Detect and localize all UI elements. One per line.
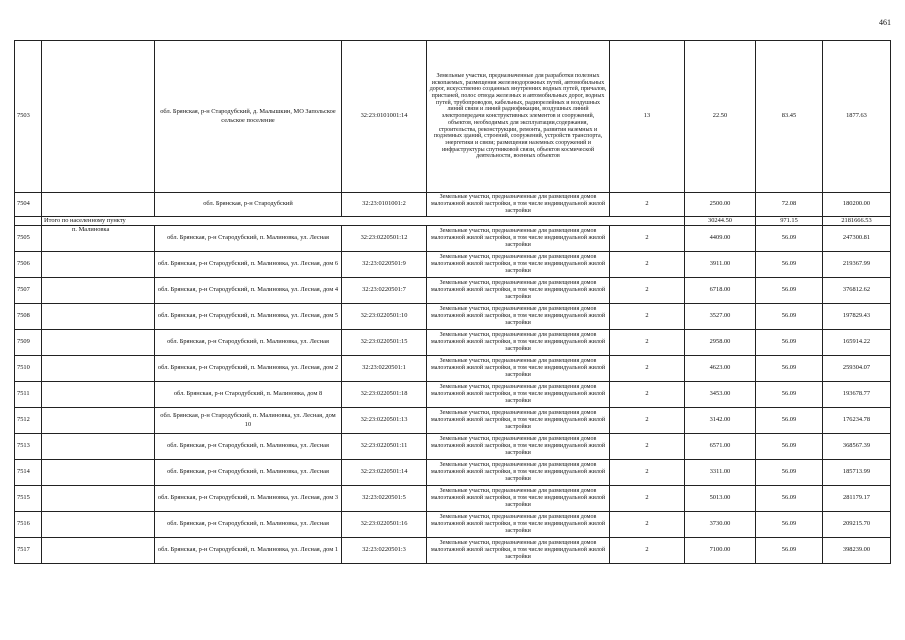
row-number: 7510: [15, 356, 42, 382]
use-code-cell: 2: [610, 278, 685, 304]
cadastral-number-cell: 32:23:0220501:3: [342, 538, 427, 564]
rate-cell: 83.45: [756, 41, 823, 193]
land-use-cell: Земельные участки, предназначенные для размещения домов малоэтажной жилой застройки, в том числе индивидуальной жилой застройки: [427, 356, 610, 382]
cadastral-number-cell: 32:23:0101001:14: [342, 41, 427, 193]
locality-cell: [42, 538, 155, 564]
locality-cell: [42, 304, 155, 330]
table-row: [15, 330, 891, 356]
area-cell: 3911.00: [685, 252, 756, 278]
address-cell: обл. Брянская, р-н Стародубский, п. Малиновка, ул. Лесная: [155, 460, 342, 486]
value-cell: 376812.62: [823, 278, 891, 304]
row-number: 7503: [15, 41, 42, 193]
land-use-cell: Земельные участки, предназначенные для размещения домов малоэтажной жилой застройки, в том числе индивидуальной жилой застройки: [427, 486, 610, 512]
table-row: [15, 460, 891, 486]
cadastral-number-cell: 32:23:0220501:1: [342, 356, 427, 382]
row-number: 7507: [15, 278, 42, 304]
locality-cell: [42, 434, 155, 460]
use-code-cell: 2: [610, 538, 685, 564]
use-code-cell: 2: [610, 330, 685, 356]
cadastral-number-cell: 32:23:0220501:5: [342, 486, 427, 512]
row-number: 7504: [15, 193, 42, 217]
table-row: [15, 193, 891, 217]
area-cell: 2958.00: [685, 330, 756, 356]
total-area: 30244.50: [685, 217, 756, 226]
address-cell: обл. Брянская, р-н Стародубский, п. Малиновка, ул. Лесная, дом 2: [155, 356, 342, 382]
row-number: 7512: [15, 408, 42, 434]
address-cell: обл. Брянская, р-н Стародубский, п. Малиновка, дом 8: [155, 382, 342, 408]
use-code-cell: 13: [610, 41, 685, 193]
area-cell: 3311.00: [685, 460, 756, 486]
total-rate: 971.15: [756, 217, 823, 226]
cadastral-number-cell: 32:23:0220501:11: [342, 434, 427, 460]
cadastral-number-cell: 32:23:0220501:12: [342, 226, 427, 252]
value-cell: 185713.99: [823, 460, 891, 486]
cadastral-number-cell: 32:23:0220501:16: [342, 512, 427, 538]
total-value: 2181666.53: [823, 217, 891, 226]
table-row: [15, 252, 891, 278]
value-cell: 398239.00: [823, 538, 891, 564]
value-cell: 165914.22: [823, 330, 891, 356]
row-number: 7513: [15, 434, 42, 460]
table-row: [15, 226, 891, 252]
address-cell: обл. Брянская, р-н Стародубский, п. Малиновка, ул. Лесная, дом 4: [155, 278, 342, 304]
value-cell: 209215.70: [823, 512, 891, 538]
table-row: [15, 304, 891, 330]
use-code-cell: 2: [610, 486, 685, 512]
land-use-cell: Земельные участки, предназначенные для размещения домов малоэтажной жилой застройки, в том числе индивидуальной жилой застройки: [427, 538, 610, 564]
address-cell: обл. Брянская, р-н Стародубский, д. Малышкин, МО Запольское сельское поселение: [155, 41, 342, 193]
use-code-cell: 2: [610, 382, 685, 408]
rate-cell: 56.09: [756, 356, 823, 382]
row-number: 7509: [15, 330, 42, 356]
area-cell: 7100.00: [685, 538, 756, 564]
value-cell: 197829.43: [823, 304, 891, 330]
land-use-cell: Земельные участки, предназначенные для разработки полезных ископаемых, размещения железнодорожных путей, автомобильных дорог, искусственно созданных внутренних водных путей, причалов, пристаней, полос отвода железных и автомобильных дорог, водных путей, трубопроводов, кабельных, радиорелейных и воздушных линий связи и линий радиофикации, воздушных линий электропередачи конструктивных элементов и сооружений, объектов, необходимых для эксплуатации,содержания, строительства, реконструкции, ремонта, развития наземных и подземных зданий, строений, сооружений, устройств транспорта, энергетики и связи; размещения наземных сооружений и инфраструктуры спутниковой связи, объектов космической деятельности, военных объектов: [427, 41, 610, 193]
use-code-cell: 2: [610, 304, 685, 330]
address-cell: обл. Брянская, р-н Стародубский: [155, 193, 342, 217]
rate-cell: 56.09: [756, 330, 823, 356]
land-use-cell: Земельные участки, предназначенные для размещения домов малоэтажной жилой застройки, в том числе индивидуальной жилой застройки: [427, 226, 610, 252]
land-use-cell: Земельные участки, предназначенные для размещения домов малоэтажной жилой застройки, в том числе индивидуальной жилой застройки: [427, 278, 610, 304]
cadastral-number-cell: 32:23:0220501:7: [342, 278, 427, 304]
land-use-cell: Земельные участки, предназначенные для размещения домов малоэтажной жилой застройки, в том числе индивидуальной жилой застройки: [427, 434, 610, 460]
area-cell: 6718.00: [685, 278, 756, 304]
address-cell: обл. Брянская, р-н Стародубский, п. Малиновка, ул. Лесная, дом 1: [155, 538, 342, 564]
address-cell: обл. Брянская, р-н Стародубский, п. Малиновка, ул. Лесная, дом 3: [155, 486, 342, 512]
rate-cell: 56.09: [756, 278, 823, 304]
row-number: 7516: [15, 512, 42, 538]
area-cell: 5013.00: [685, 486, 756, 512]
use-code-cell: 2: [610, 193, 685, 217]
rate-cell: 56.09: [756, 486, 823, 512]
table-row: [15, 382, 891, 408]
use-code-cell: 2: [610, 252, 685, 278]
use-code-cell: 2: [610, 460, 685, 486]
rate-cell: 72.08: [756, 193, 823, 217]
value-cell: 247300.81: [823, 226, 891, 252]
rate-cell: 56.09: [756, 460, 823, 486]
value-cell: 219367.99: [823, 252, 891, 278]
locality-total-row: [15, 217, 891, 226]
locality-cell: [42, 408, 155, 434]
cadastral-number-cell: 32:23:0220501:18: [342, 382, 427, 408]
cadastral-number-cell: 32:23:0220501:13: [342, 408, 427, 434]
table-row: [15, 278, 891, 304]
locality-cell: [42, 356, 155, 382]
use-code-cell: 2: [610, 356, 685, 382]
rate-cell: 56.09: [756, 408, 823, 434]
use-code-cell: 2: [610, 226, 685, 252]
rate-cell: 56.09: [756, 538, 823, 564]
area-cell: 3527.00: [685, 304, 756, 330]
row-number: 7505: [15, 226, 42, 252]
empty-cell: [15, 217, 42, 226]
page-number: 461: [879, 18, 891, 27]
use-code-cell: 2: [610, 512, 685, 538]
locality-cell: [42, 330, 155, 356]
locality-cell: [42, 512, 155, 538]
row-number: 7515: [15, 486, 42, 512]
table-row: [15, 41, 891, 193]
area-cell: 4623.00: [685, 356, 756, 382]
address-cell: обл. Брянская, р-н Стародубский, п. Малиновка, ул. Лесная, дом 5: [155, 304, 342, 330]
area-cell: 3730.00: [685, 512, 756, 538]
total-label: Итого по населенному пункту: [42, 217, 685, 226]
rate-cell: 56.09: [756, 304, 823, 330]
land-use-cell: Земельные участки, предназначенные для размещения домов малоэтажной жилой застройки, в том числе индивидуальной жилой застройки: [427, 193, 610, 217]
cadastral-number-cell: 32:23:0220501:10: [342, 304, 427, 330]
land-use-cell: Земельные участки, предназначенные для размещения домов малоэтажной жилой застройки, в том числе индивидуальной жилой застройки: [427, 330, 610, 356]
land-use-cell: Земельные участки, предназначенные для размещения домов малоэтажной жилой застройки, в том числе индивидуальной жилой застройки: [427, 304, 610, 330]
use-code-cell: 2: [610, 434, 685, 460]
value-cell: 281179.17: [823, 486, 891, 512]
row-number: 7514: [15, 460, 42, 486]
area-cell: 3453.00: [685, 382, 756, 408]
land-use-cell: Земельные участки, предназначенные для размещения домов малоэтажной жилой застройки, в том числе индивидуальной жилой застройки: [427, 512, 610, 538]
cadastral-number-cell: 32:23:0220501:14: [342, 460, 427, 486]
locality-cell: [42, 278, 155, 304]
row-number: 7508: [15, 304, 42, 330]
row-number: 7506: [15, 252, 42, 278]
land-use-cell: Земельные участки, предназначенные для размещения домов малоэтажной жилой застройки, в том числе индивидуальной жилой застройки: [427, 382, 610, 408]
address-cell: обл. Брянская, р-н Стародубский, п. Малиновка, ул. Лесная: [155, 434, 342, 460]
land-use-cell: Земельные участки, предназначенные для размещения домов малоэтажной жилой застройки, в том числе индивидуальной жилой застройки: [427, 460, 610, 486]
value-cell: 368567.39: [823, 434, 891, 460]
address-cell: обл. Брянская, р-н Стародубский, п. Малиновка, ул. Лесная: [155, 330, 342, 356]
area-cell: 3142.00: [685, 408, 756, 434]
rate-cell: 56.09: [756, 226, 823, 252]
locality-cell: [42, 460, 155, 486]
cadastral-value-table: [14, 40, 891, 564]
land-use-cell: Земельные участки, предназначенные для размещения домов малоэтажной жилой застройки, в том числе индивидуальной жилой застройки: [427, 408, 610, 434]
table-row: [15, 356, 891, 382]
rate-cell: 56.09: [756, 382, 823, 408]
table-row: [15, 512, 891, 538]
table-row: [15, 486, 891, 512]
rate-cell: 56.09: [756, 252, 823, 278]
land-use-cell: Земельные участки, предназначенные для размещения домов малоэтажной жилой застройки, в том числе индивидуальной жилой застройки: [427, 252, 610, 278]
locality-name: п. Малиновка: [42, 226, 155, 252]
table-row: [15, 538, 891, 564]
row-number: 7517: [15, 538, 42, 564]
area-cell: 2500.00: [685, 193, 756, 217]
cadastral-number-cell: 32:23:0220501:15: [342, 330, 427, 356]
area-cell: 6571.00: [685, 434, 756, 460]
locality-cell: [42, 486, 155, 512]
row-number: 7511: [15, 382, 42, 408]
address-cell: обл. Брянская, р-н Стародубский, п. Малиновка, ул. Лесная, дом 6: [155, 252, 342, 278]
locality-cell: [42, 252, 155, 278]
locality-rows: [15, 226, 891, 564]
address-cell: обл. Брянская, р-н Стародубский, п. Малиновка, ул. Лесная: [155, 226, 342, 252]
value-cell: 259304.07: [823, 356, 891, 382]
value-cell: 180200.00: [823, 193, 891, 217]
area-cell: 4409.00: [685, 226, 756, 252]
locality-cell: [42, 382, 155, 408]
locality-cell: [42, 41, 155, 193]
cadastral-number-cell: 32:23:0101001:2: [342, 193, 427, 217]
cadastral-number-cell: 32:23:0220501:9: [342, 252, 427, 278]
value-cell: 1877.63: [823, 41, 891, 193]
locality-cell: [42, 193, 155, 217]
rate-cell: 56.09: [756, 512, 823, 538]
value-cell: 176234.78: [823, 408, 891, 434]
table-row: [15, 434, 891, 460]
address-cell: обл. Брянская, р-н Стародубский, п. Малиновка, ул. Лесная, дом 10: [155, 408, 342, 434]
rate-cell: 56.09: [756, 434, 823, 460]
use-code-cell: 2: [610, 408, 685, 434]
value-cell: 193678.77: [823, 382, 891, 408]
area-cell: 22.50: [685, 41, 756, 193]
table-row: [15, 408, 891, 434]
address-cell: обл. Брянская, р-н Стародубский, п. Малиновка, ул. Лесная: [155, 512, 342, 538]
